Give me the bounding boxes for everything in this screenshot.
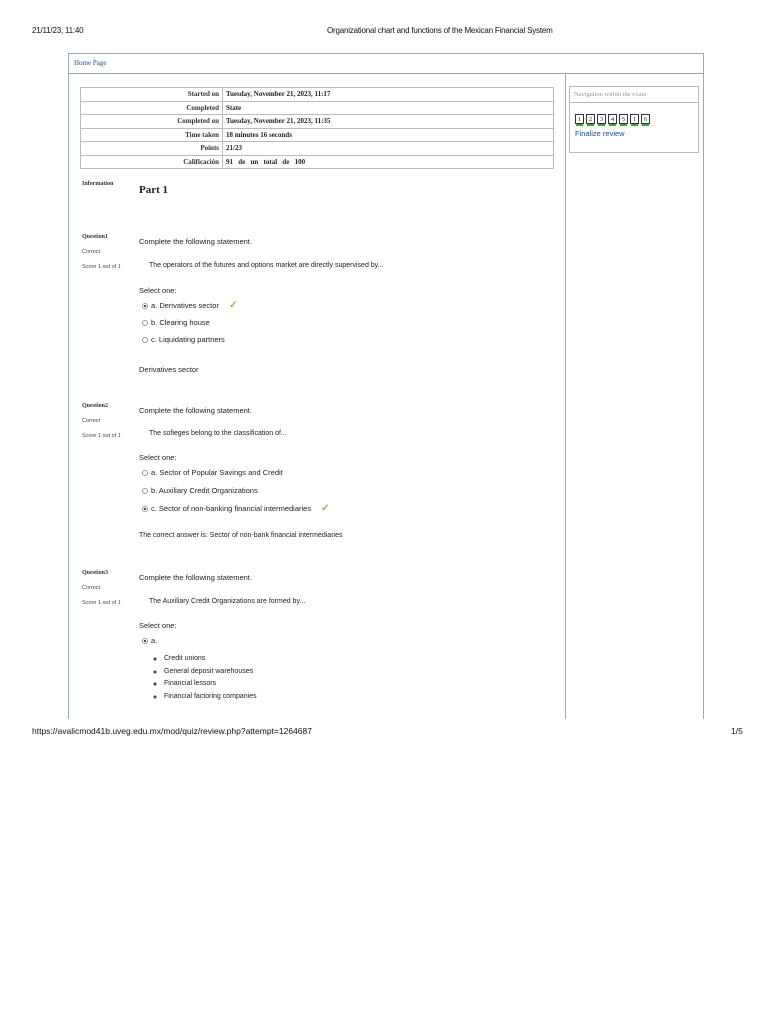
summary-label: Points: [81, 142, 223, 156]
question-nav-button[interactable]: 2: [586, 114, 595, 124]
question-number: Question1: [82, 234, 109, 240]
answer-option[interactable]: [142, 468, 283, 477]
question-info: [82, 570, 121, 615]
answer-option[interactable]: [142, 300, 237, 311]
summary-label: Completed: [81, 101, 223, 115]
answer-option[interactable]: [142, 318, 210, 327]
summary-label: Time taken: [81, 128, 223, 142]
home-page-link[interactable]: Home Page: [74, 59, 107, 67]
exam-navigation-title: Navigation within the exam: [570, 87, 698, 103]
summary-value: State: [223, 101, 554, 115]
question-prompt: The operators of the futures and options market are directly supervised by...: [149, 262, 384, 269]
select-one-label: Select one:: [139, 286, 177, 295]
question-score: Score 1 out of 1: [82, 264, 121, 270]
checkmark-icon: ✓: [228, 300, 238, 311]
option-label: b. Auxiliary Credit Organizations: [151, 486, 258, 495]
question-nav-button[interactable]: 4: [608, 114, 617, 124]
question-state: Correct: [82, 585, 101, 591]
question-nav-button[interactable]: 6: [641, 114, 650, 124]
question-nav-button[interactable]: 1: [575, 114, 584, 124]
summary-value: Tuesday, November 21, 2023, 11:17: [223, 88, 554, 102]
answer-option[interactable]: [142, 503, 329, 514]
print-url: https://avalicmod41b.uveg.edu.mx/mod/quiz/review.php?attempt=1264687: [32, 726, 312, 736]
summary-row: [81, 128, 554, 142]
question-nav-button[interactable]: 5: [619, 114, 628, 124]
summary-value: 91 de un total de 100: [223, 155, 554, 169]
list-item: ◦ Credit unions: [164, 655, 257, 668]
question-prompt: The Auxiliary Credit Organizations are formed by...: [149, 598, 306, 605]
question-number: Question3: [82, 570, 109, 576]
radio-icon[interactable]: [142, 488, 148, 494]
part-title: Part 1: [139, 184, 169, 196]
list-item: ◦ General deposit warehouses: [164, 668, 257, 681]
summary-row: [81, 142, 554, 156]
radio-selected-icon[interactable]: [142, 506, 148, 512]
question-nav-button[interactable]: 3: [597, 114, 606, 124]
list-item: ◦ Financial lessors: [164, 680, 257, 693]
question-instruction: Complete the following statement.: [139, 406, 252, 415]
print-title: Organizational chart and functions of the Mexican Financial System: [327, 26, 553, 35]
answer-option[interactable]: [142, 636, 157, 645]
question-feedback: The correct answer is: Sector of non-bank financial intermediaries: [139, 532, 343, 539]
question-state: Correct: [82, 418, 101, 424]
question-nav-button[interactable]: 1: [630, 114, 639, 124]
option-label: b. Clearing house: [151, 318, 210, 327]
select-one-label: Select one:: [139, 453, 177, 462]
summary-value: 21/23: [223, 142, 554, 156]
information-label: Information: [82, 181, 114, 187]
summary-value: Tuesday, November 21, 2023, 11:35: [223, 115, 554, 129]
option-label: a. Sector of Popular Savings and Credit: [151, 468, 283, 477]
print-page-number: 1/5: [731, 726, 743, 736]
summary-value: 18 minutes 16 seconds: [223, 128, 554, 142]
question-nav-buttons: [575, 114, 650, 124]
option-label: c. Liquidating partners: [151, 335, 225, 344]
answer-item-list: [150, 655, 257, 705]
question-prompt: The sofieges belong to the classification of...: [149, 430, 287, 437]
question-feedback: Derivatives sector: [139, 365, 199, 374]
print-datetime: 21/11/23, 11:40: [32, 26, 84, 35]
question-instruction: Complete the following statement.: [139, 573, 252, 582]
question-score: Score 1 out of 1: [82, 600, 121, 606]
summary-label: Started on: [81, 88, 223, 102]
option-label: a.: [151, 636, 158, 645]
radio-icon[interactable]: [142, 320, 148, 326]
radio-selected-icon[interactable]: [142, 638, 148, 644]
option-label: a. Derivatives sector: [151, 301, 219, 310]
radio-icon[interactable]: [142, 337, 148, 343]
question-instruction: Complete the following statement.: [139, 237, 252, 246]
radio-icon[interactable]: [142, 470, 148, 476]
top-bar: [69, 54, 703, 74]
summary-row: [81, 115, 554, 129]
summary-row: [81, 155, 554, 169]
question-info: [82, 403, 121, 448]
summary-row: [81, 88, 554, 102]
finalize-review-link[interactable]: Finalize review: [575, 129, 625, 138]
select-one-label: Select one:: [139, 621, 177, 630]
summary-label: Completed on: [81, 115, 223, 129]
question-state: Correct: [82, 249, 101, 255]
question-score: Score 1 out of 1: [82, 433, 121, 439]
radio-selected-icon[interactable]: [142, 303, 148, 309]
answer-option[interactable]: [142, 335, 225, 344]
exam-navigation-block: [569, 86, 699, 153]
question-number: Question2: [82, 403, 109, 409]
attempt-summary-table: [80, 87, 554, 169]
question-info: [82, 234, 121, 279]
answer-option[interactable]: [142, 486, 258, 495]
column-divider: [565, 73, 566, 719]
summary-label: Calificación: [81, 155, 223, 169]
checkmark-icon: ✓: [321, 503, 330, 514]
summary-row: [81, 101, 554, 115]
option-label: c. Sector of non-banking financial intermediaries: [151, 504, 312, 513]
list-item: ◦ Financial factoring companies: [164, 693, 257, 706]
